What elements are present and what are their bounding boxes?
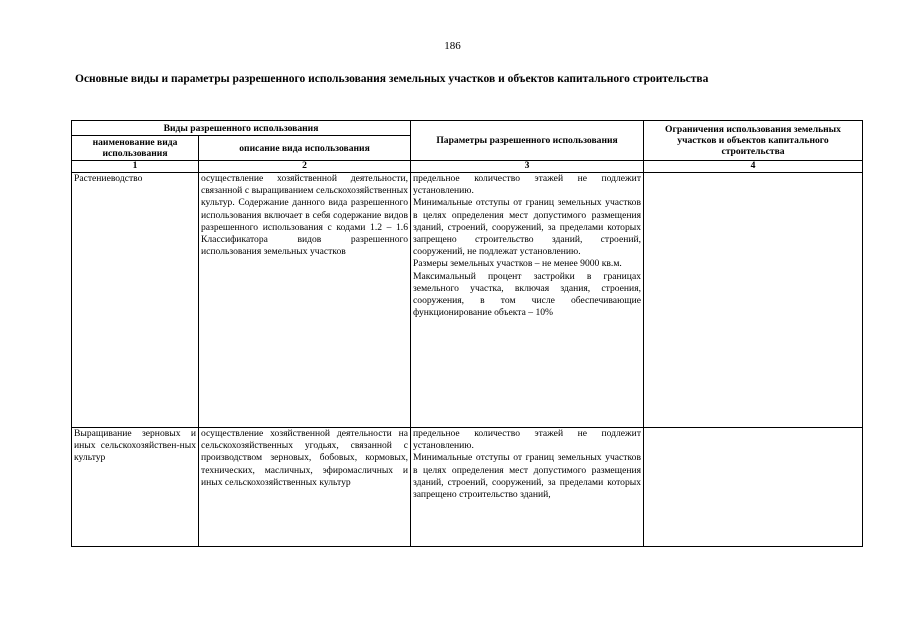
- param-paragraph: Размеры земельных участков – не менее 9000 кв.м.: [413, 258, 622, 270]
- use-name-cell: [72, 428, 199, 547]
- header-limits: Ограничения использования земельных участков и объектов капитального строительства: [644, 121, 863, 161]
- land-use-table: [71, 120, 863, 547]
- use-description-cell: [199, 428, 411, 547]
- params-cell: [411, 173, 644, 428]
- column-number: 3: [411, 161, 644, 173]
- use-description: осуществление хозяйственной деятельности на сельскохозяйственных угодьях, связанной с производством зерновых, бобовых, кормовых, технических, масличных, эфиромасличных и иных сельскохозяйственных культур: [201, 428, 409, 488]
- header-params: Параметры разрешенного использования: [411, 121, 644, 161]
- document-title: Основные виды и параметры разрешенного использования земельных участков и объектов капитального строительства: [75, 73, 709, 85]
- limits-cell: [644, 173, 863, 428]
- use-description: осуществление хозяйственной деятельности, связанной с выращиванием сельскохозяйственных культур. Содержание данного вида разрешенного использования включает в себя содержание видов разрешенного использования с кодами 1.2 – 1.6 Классификатора видов разрешенного использования земельных участков: [201, 173, 409, 258]
- param-paragraph: Минимальные отступы от границ земельных участков в целях определения мест допустимого размещения зданий, строений, сооружений, за пределами которых запрещено строительство зданий, строений, сооружений, не подлежат установлению.: [413, 197, 642, 258]
- param-paragraph: Минимальные отступы от границ земельных участков в целях определения мест допустимого размещения зданий, строений, сооружений, за пределами которых запрещено строительство зданий,: [413, 452, 642, 501]
- use-description-cell: [199, 173, 411, 428]
- header-use-description: описание вида использования: [199, 136, 411, 161]
- params-cell: [411, 428, 644, 547]
- header-group-uses: Виды разрешенного использования: [72, 121, 411, 136]
- use-name: Выращивание зерновых и иных сельскохозяйствен-ных культур: [74, 428, 196, 464]
- table-row: [72, 428, 863, 547]
- use-name: Растениеводство: [74, 173, 143, 184]
- header-use-name: наименование вида использования: [72, 136, 199, 161]
- use-name-cell: [72, 173, 199, 428]
- column-numbers-row: [72, 161, 863, 173]
- param-paragraph: предельное количество этажей не подлежит установлению.: [413, 428, 642, 452]
- limits-cell: [644, 428, 863, 547]
- page-number: 186: [444, 40, 461, 52]
- column-number: 2: [199, 161, 411, 173]
- column-number: 4: [644, 161, 863, 173]
- column-number: 1: [72, 161, 199, 173]
- table-row: [72, 173, 863, 428]
- param-paragraph: предельное количество этажей не подлежит установлению.: [413, 173, 642, 197]
- param-paragraph: Максимальный процент застройки в границах земельного участка, включая здания, строения, сооружения, в том числе обеспечивающие функционирование объекта – 10%: [413, 270, 642, 319]
